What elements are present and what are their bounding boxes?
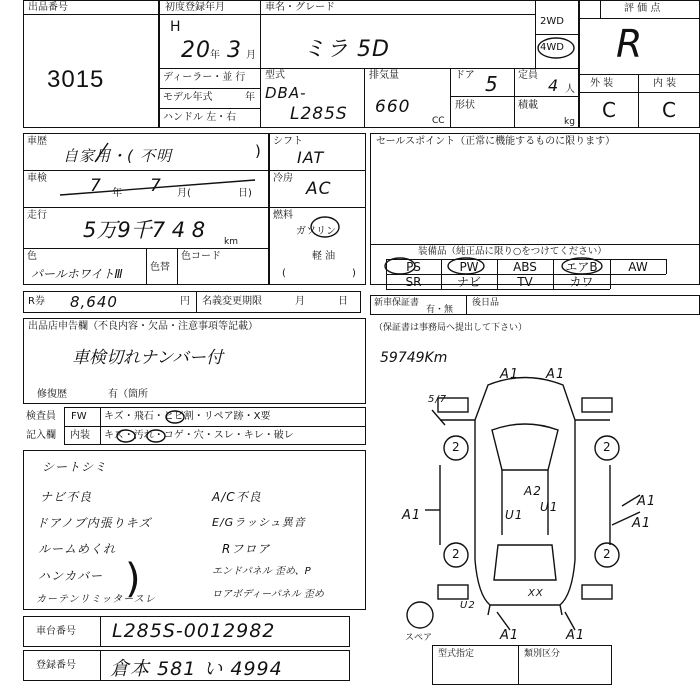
note-right-2: E/Gラッシュ異音	[212, 516, 306, 529]
reg-month: 3	[227, 38, 242, 63]
tire-label-fr: 2	[603, 440, 612, 454]
type-designation-label: 型式指定	[438, 649, 475, 659]
drive-4wd: 4WD	[540, 42, 564, 53]
warranty-label: 新車保証書	[374, 298, 420, 308]
tire-label-rl: 2	[452, 547, 461, 561]
int-label: 内装	[70, 430, 90, 441]
history-value: 自家用・(	[63, 147, 134, 165]
r-label: R券	[28, 296, 45, 307]
equip-pw: PW	[459, 260, 479, 274]
side-note: 5/7	[428, 394, 448, 405]
exterior-label: 外 装	[590, 78, 614, 89]
rear-note: （保証書は事務局へ提出して下さい）	[374, 323, 528, 333]
report-note: 車検切れナンバー付	[72, 348, 223, 368]
equip-airbag: エアB	[565, 260, 598, 274]
drive-4wd-circle	[538, 38, 574, 58]
pw-circle	[448, 258, 484, 274]
mark-front-left: A1	[500, 367, 520, 382]
reg-label: 登録番号	[36, 660, 76, 671]
color-change-label: 色替	[150, 262, 170, 273]
ps-circle	[385, 258, 415, 274]
mark-right-2: A1	[632, 516, 652, 531]
diagram-mileage: 59749Km	[380, 350, 448, 366]
sales-title: セールスポイント（正常に機能するものに限ります）	[376, 136, 616, 147]
handle-label: ハンドル 左・右	[163, 112, 237, 123]
color-label: 色	[27, 251, 37, 262]
warranty-value: 有・無	[426, 305, 454, 315]
fw-items: キズ・飛石・ヒビ割・リペア跡・X要	[104, 411, 271, 422]
interior-label: 内 装	[653, 78, 677, 89]
note-left-5: ハンカバー	[38, 569, 104, 583]
history-label: 車歴	[27, 136, 47, 147]
class-label: 類別区分	[524, 649, 561, 659]
repair-value: 有（箇所	[108, 389, 148, 400]
insp-month: 7	[150, 176, 162, 196]
fuel-gas: ガソリン	[296, 226, 336, 237]
rear-label: 後日品	[472, 298, 500, 308]
mark-right-1: A1	[637, 494, 657, 509]
spare-tire	[407, 602, 433, 628]
mark-left: A1	[402, 508, 422, 523]
mark-roof: A2	[524, 484, 542, 498]
note-right-1: A/C不良	[212, 490, 262, 504]
displacement: 660	[375, 97, 411, 117]
car-name: ミラ 5D	[303, 37, 390, 62]
note-right-3: Rフロア	[222, 542, 271, 556]
chassis-no: L285S-0012982	[112, 620, 276, 642]
model-code: L285S	[290, 104, 348, 124]
name-label: 車名・グレード	[265, 2, 335, 13]
int-items: キズ・汚れ・コゲ・穴・スレ・キレ・破レ	[104, 430, 294, 441]
tire-label-rr: 2	[603, 547, 612, 561]
note-left-2: ナビ不良	[40, 490, 93, 504]
mark-rear-xx: XX	[528, 588, 544, 599]
mileage: 5万9千7 4 8	[83, 218, 206, 242]
reg-year: 20	[181, 38, 211, 63]
reg-no: 倉本 581 い 4994	[110, 658, 283, 680]
mark-rear-right: A1	[566, 628, 586, 643]
equip-title: 装備品（純正品に限り○をつけてください）	[418, 246, 607, 257]
tire-label-fl: 2	[452, 440, 461, 454]
airbag-circle	[562, 258, 602, 274]
report-title: 出品店申告欄（不良内容・欠品・注意事項等記載）	[28, 321, 258, 332]
capacity: 4	[548, 76, 560, 95]
spare-label: スペア	[405, 633, 433, 643]
note-right-5: ロアボディーパネル 歪め	[212, 589, 324, 600]
mark-roof-u1-left: U1	[505, 508, 524, 522]
equip-abs: ABS	[513, 260, 537, 274]
note-left-4: ルームめくれ	[38, 542, 117, 556]
fuel-circle	[311, 217, 339, 237]
lot-number: 3015	[47, 66, 105, 93]
mark-rear-left: A1	[500, 628, 520, 643]
drive-2wd: 2WD	[540, 16, 564, 27]
era: H	[170, 19, 182, 35]
capacity-label: 定員	[518, 70, 538, 81]
score-label: 評 価 点	[624, 3, 661, 14]
inspector-label: 検査員	[26, 411, 56, 422]
equip-aw: AW	[628, 260, 648, 274]
shape-label: 形状	[455, 100, 475, 111]
fuel-light: 軽 油	[312, 251, 336, 262]
entry-label: 記入欄	[26, 430, 56, 441]
score: R	[616, 22, 644, 66]
color-value: パールホワイトⅢ	[31, 267, 123, 281]
first-reg-label: 初度登録年月	[165, 2, 225, 13]
dealer-label: ディーラー・並 行	[163, 72, 246, 83]
displacement-label: 排気量	[369, 70, 399, 81]
doors: 5	[485, 72, 499, 96]
equip-sr: SR	[405, 275, 422, 289]
ac: AC	[306, 179, 332, 199]
model-prefix: DBA-	[265, 84, 307, 102]
fw-label: FW	[71, 411, 87, 422]
r-value: 8,640	[70, 293, 118, 311]
equip-ps: PS	[406, 260, 421, 274]
note-right-4: エンドパネル 歪め、P	[212, 566, 311, 577]
note-left-1: シートシミ	[42, 460, 108, 474]
mark-front-right: A1	[546, 367, 566, 382]
interior-grade: C	[662, 98, 677, 122]
equip-tv: TV	[517, 275, 533, 289]
ac-label: 冷房	[273, 173, 293, 184]
load-label: 積載	[518, 100, 538, 111]
model-type-label: 型式	[265, 70, 285, 81]
color-code-label: 色コード	[181, 251, 221, 262]
mark-rear-u2: U2	[460, 600, 476, 611]
model-year-label: モデル年式	[163, 92, 213, 103]
mileage-label: 走行	[27, 210, 47, 221]
exterior-grade: C	[602, 98, 617, 122]
fuel-label: 燃料	[273, 210, 293, 221]
note-left-3: ドアノブ内張りキズ	[36, 516, 152, 530]
insp-year: 7	[90, 176, 102, 196]
shift: IAT	[297, 148, 325, 167]
shift-label: シフト	[273, 136, 303, 147]
equip-navi: ナビ	[456, 275, 481, 289]
chassis-label: 車台番号	[36, 626, 76, 637]
doors-label: ドア	[455, 70, 475, 81]
deadline-label: 名義変更期限	[202, 296, 262, 307]
mark-roof-u1-right: U1	[540, 500, 559, 514]
equip-leather: カワ	[569, 275, 594, 289]
inspection-label: 車検	[27, 173, 47, 184]
repair-label: 修復歴	[37, 389, 67, 400]
history-note: 不明	[140, 147, 173, 165]
lot-label: 出品番号	[28, 2, 68, 13]
note-left-6: カーテンリミッタースレ	[36, 594, 156, 605]
